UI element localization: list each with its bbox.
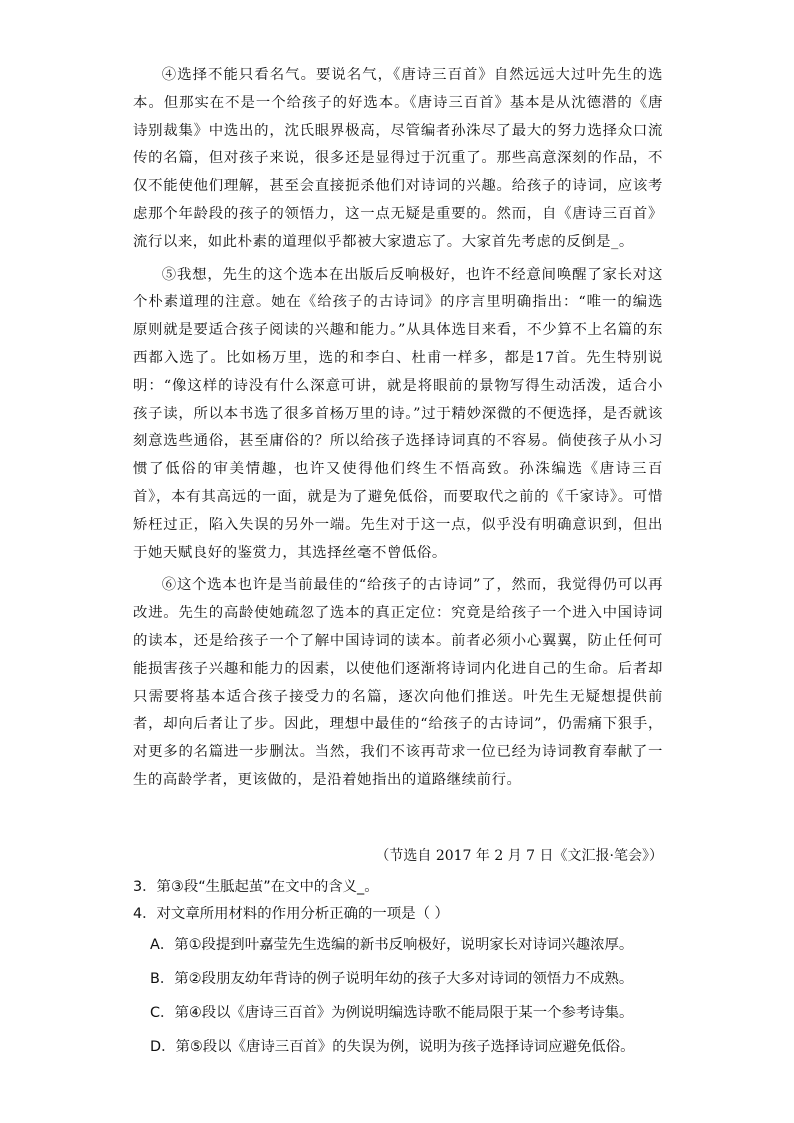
option-b[interactable]: B．第②段朋友幼年背诗的例子说明年幼的孩子大多对诗词的领悟力不成熟。 bbox=[150, 971, 634, 987]
paragraph-4: ④选择不能只看名气。要说名气，《唐诗三百首》自然远远大过叶先生的选本。但那实在不是一个给孩子的好选本。《唐诗三百首》基本是从沈德潜的《唐诗别裁集》中选出的，沈氏眼界极高，尽管编者孙洙尽了最大的努力选择众口流传的名篇，但对孩子来说，很多还是显得过于沉重了。那些高意深刻的作品，不仅不能使他们理解，甚至会直接扼杀他们对诗词的兴趣。给孩子的诗词，应该考虑那个年龄段的孩子的领悟力，这一点无疑是重要的。然而，自《唐诗三百首》流行以来，如此朴素的道理似乎都被大家遗忘了。大家首先考虑的反倒是_。 bbox=[133, 67, 663, 250]
option-a[interactable]: A．第①段提到叶嘉莹先生选编的新书反响极好，说明家长对诗词兴趣浓厚。 bbox=[150, 937, 634, 953]
option-d[interactable]: D．第⑤段以《唐诗三百首》的失误为例，说明为孩子选择诗词应避免低俗。 bbox=[150, 1039, 635, 1055]
source-citation: （节选自 2017 年 2 月 7 日《文汇报·笔会》） bbox=[375, 848, 663, 864]
reading-passage bbox=[133, 62, 663, 800]
question-4: 4．对文章所用材料的作用分析正确的一项是（ ） bbox=[133, 906, 449, 922]
paragraph-6: ⑥这个选本也许是当前最佳的“给孩子的古诗词”了，然而，我觉得仍可以再改进。先生的高龄使她疏忽了选本的真正定位：究竟是给孩子一个进入中国诗词的读本，还是给孩子一个了解中国诗词的读本。前者必须小心翼翼，防止任何可能损害孩子兴趣和能力的因素，以使他们逐渐将诗词内化进自己的生命。后者却只需要将基本适合孩子接受力的名篇，逐次向他们推送。叶先生无疑想提供前者，却向后者让了步。因此，理想中最佳的“给孩子的古诗词”，仍需痛下狠手，对更多的名篇进一步删汰。当然，我们不该再苛求一位已经为诗词教育奉献了一生的高龄学者，更该做的，是沿着她指出的道路继续前行。 bbox=[133, 577, 663, 788]
option-c[interactable]: C．第④段以《唐诗三百首》为例说明编选诗歌不能局限于某一个参考诗集。 bbox=[150, 1005, 634, 1021]
paragraph-5: ⑤我想，先生的这个选本在出版后反响极好，也许不经意间唤醒了家长对这个朴素道理的注意。她在《给孩子的古诗词》的序言里明确指出：“唯一的编选原则就是要适合孩子阅读的兴趣和能力。”从具体选目来看，不少算不上名篇的东西都入选了。比如杨万里，选的和李白、杜甫一样多，都是17首。先生特别说明：“像这样的诗没有什么深意可讲，就是将眼前的景物写得生动活泼，适合小孩子读，所以本书选了很多首杨万里的诗。”过于精妙深微的不便选择，是否就该刻意选些通俗，甚至庸俗的？所以给孩子选择诗词真的不容易。倘使孩子从小习惯了低俗的审美情趣，也许又使得他们终生不悟高致。孙洙编选《唐诗三百首》，本有其高远的一面，就是为了避免低俗，而要取代之前的《千家诗》。可惜矫枉过正，陷入失误的另外一端。先生对于这一点，似乎没有明确意识到，但出于她天赋良好的鉴赏力，其选择丝毫不曾低俗。 bbox=[133, 266, 663, 561]
question-3: 3．第③段“生胝起茧”在文中的含义_。 bbox=[133, 879, 379, 895]
question-block bbox=[133, 874, 693, 1064]
